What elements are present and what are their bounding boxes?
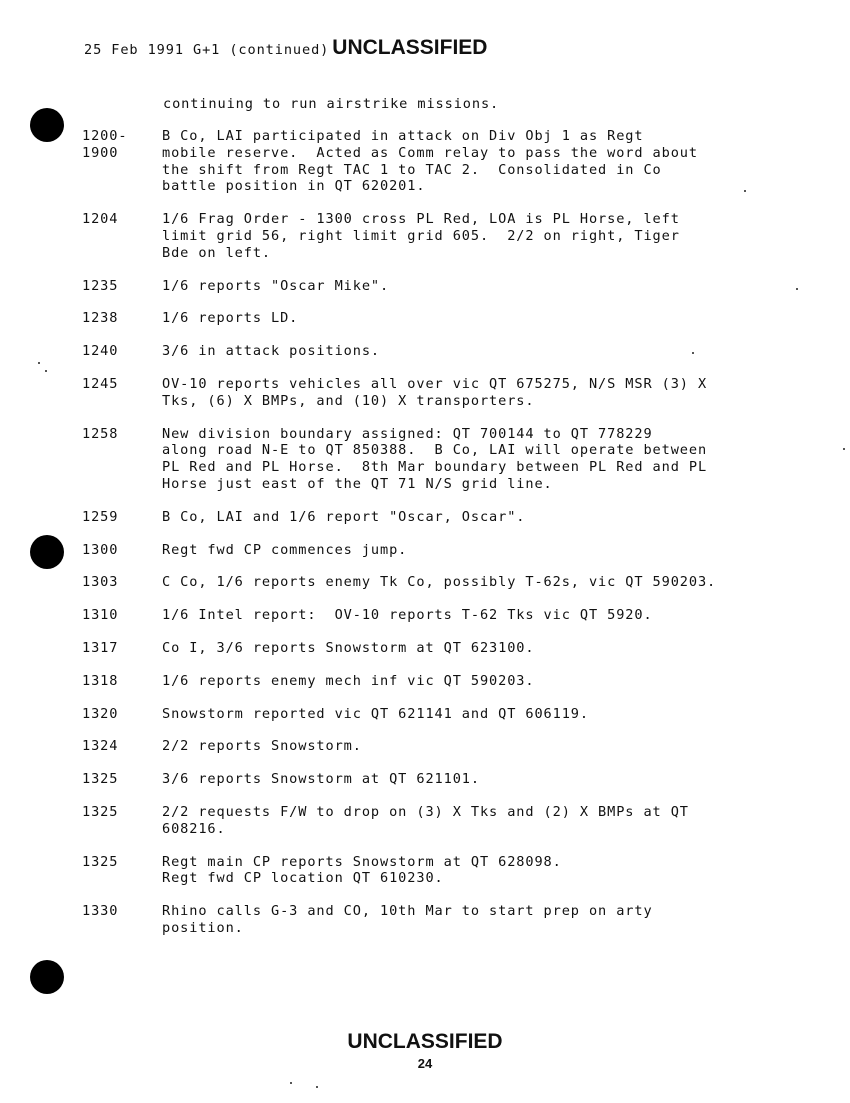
entry-time: 1310	[82, 607, 119, 624]
log-entry	[82, 804, 802, 838]
log-entry	[82, 128, 802, 195]
entry-text: 2/2 reports Snowstorm.	[162, 738, 362, 755]
log-entry	[82, 673, 802, 690]
entry-text: 1/6 reports LD.	[162, 310, 299, 327]
entry-time: 1238	[82, 310, 119, 327]
log-entry	[82, 211, 802, 261]
entry-time: 1235	[82, 277, 119, 294]
log-entry	[82, 542, 802, 559]
entry-text: Regt fwd CP commences jump.	[162, 541, 408, 558]
log-entry	[82, 607, 802, 624]
punch-hole-bottom	[30, 960, 64, 994]
log-entry	[82, 854, 802, 888]
entry-text: 2/2 requests F/W to drop on (3) X Tks and (2) X BMPs at QT 608216.	[162, 803, 689, 837]
entry-text: New division boundary assigned: QT 700144 to QT 778229 along road N-E to QT 850388. B Co, LAI will operate between PL Red and PL Horse. 8th Mar boundary between PL Red and PL Horse just east of the QT 71 N/S grid line.	[162, 425, 708, 492]
entry-text: Co I, 3/6 reports Snowstorm at QT 623100.	[162, 639, 535, 656]
scan-speck	[796, 288, 798, 290]
footer-classification-marking: UNCLASSIFIED	[347, 1030, 503, 1053]
log-entry	[82, 278, 802, 295]
entry-text: Rhino calls G-3 and CO, 10th Mar to start prep on arty position.	[162, 903, 653, 936]
log-entry	[82, 343, 802, 360]
entry-time: 1325	[82, 853, 119, 870]
page-number: 24	[417, 1056, 433, 1071]
entry-time: 1259	[82, 508, 119, 525]
scan-speck	[744, 190, 746, 192]
entry-time: 1325	[82, 803, 119, 820]
log-entry	[82, 738, 802, 755]
scan-speck	[692, 352, 694, 354]
entry-time: 1324	[82, 738, 119, 755]
scan-speck	[45, 370, 47, 372]
entry-text: 1/6 reports "Oscar Mike".	[162, 277, 390, 294]
entry-text: 1/6 Frag Order - 1300 cross PL Red, LOA is PL Horse, left limit grid 56, right limit grid 605. 2/2 on right, Tiger Bde on left.	[162, 211, 680, 261]
entry-time: 1258	[82, 425, 119, 442]
entry-text: Regt main CP reports Snowstorm at QT 628098. Regt fwd CP location QT 610230.	[162, 853, 562, 887]
log-entry	[82, 903, 802, 937]
log-entry	[82, 310, 802, 327]
log-entry	[82, 574, 802, 591]
entry-text: Snowstorm reported vic QT 621141 and QT 606119.	[162, 705, 589, 722]
punch-hole-top	[30, 108, 64, 142]
entry-time: 1330	[82, 903, 119, 920]
entry-time: 1303	[82, 574, 119, 591]
entry-text: OV-10 reports vehicles all over vic QT 675275, N/S MSR (3) X Tks, (6) X BMPs, and (10) X transporters.	[162, 375, 708, 409]
entry-time: 1320	[82, 705, 119, 722]
log-entry	[82, 376, 802, 410]
scan-speck	[290, 1082, 292, 1084]
entry-time: 1204	[82, 211, 119, 228]
log-entry	[82, 426, 802, 493]
log-entry	[82, 706, 802, 723]
entry-time: 1318	[82, 672, 119, 689]
scan-speck	[38, 362, 40, 364]
entry-text: C Co, 1/6 reports enemy Tk Co, possibly T-62s, vic QT 590203.	[162, 574, 717, 591]
header-classification-marking: UNCLASSIFIED	[332, 36, 488, 59]
entry-text: 1/6 reports enemy mech inf vic QT 590203.	[162, 672, 535, 689]
entry-time: 1245	[82, 375, 119, 392]
entry-text: 1/6 Intel report: OV-10 reports T-62 Tks vic QT 5920.	[162, 607, 653, 624]
header-date-line: 25 Feb 1991 G+1 (continued)	[84, 42, 330, 58]
log-entries	[82, 128, 802, 953]
log-entry	[82, 509, 802, 526]
scan-speck	[843, 448, 845, 450]
entry-time: 1200- 1900	[82, 128, 128, 161]
entry-time: 1317	[82, 639, 119, 656]
entry-text: B Co, LAI and 1/6 report "Oscar, Oscar".	[162, 508, 526, 525]
entry-text: 3/6 in attack positions.	[162, 343, 381, 360]
entry-time: 1300	[82, 541, 119, 558]
entry-time: 1325	[82, 771, 119, 788]
entry-time: 1240	[82, 343, 119, 360]
log-entry	[82, 771, 802, 788]
log-entry	[82, 640, 802, 657]
entry-text: 3/6 reports Snowstorm at QT 621101.	[162, 771, 480, 788]
scan-speck	[316, 1086, 318, 1088]
page-header	[84, 36, 487, 60]
entry-text: B Co, LAI participated in attack on Div Obj 1 as Regt mobile reserve. Acted as Comm relay to pass the word about the shift from Regt TAC 1 to TAC 2. Consolidated in Co battle position in QT 620201.	[162, 128, 698, 195]
continuation-text: continuing to run airstrike missions.	[163, 96, 500, 112]
punch-hole-middle	[30, 535, 64, 569]
